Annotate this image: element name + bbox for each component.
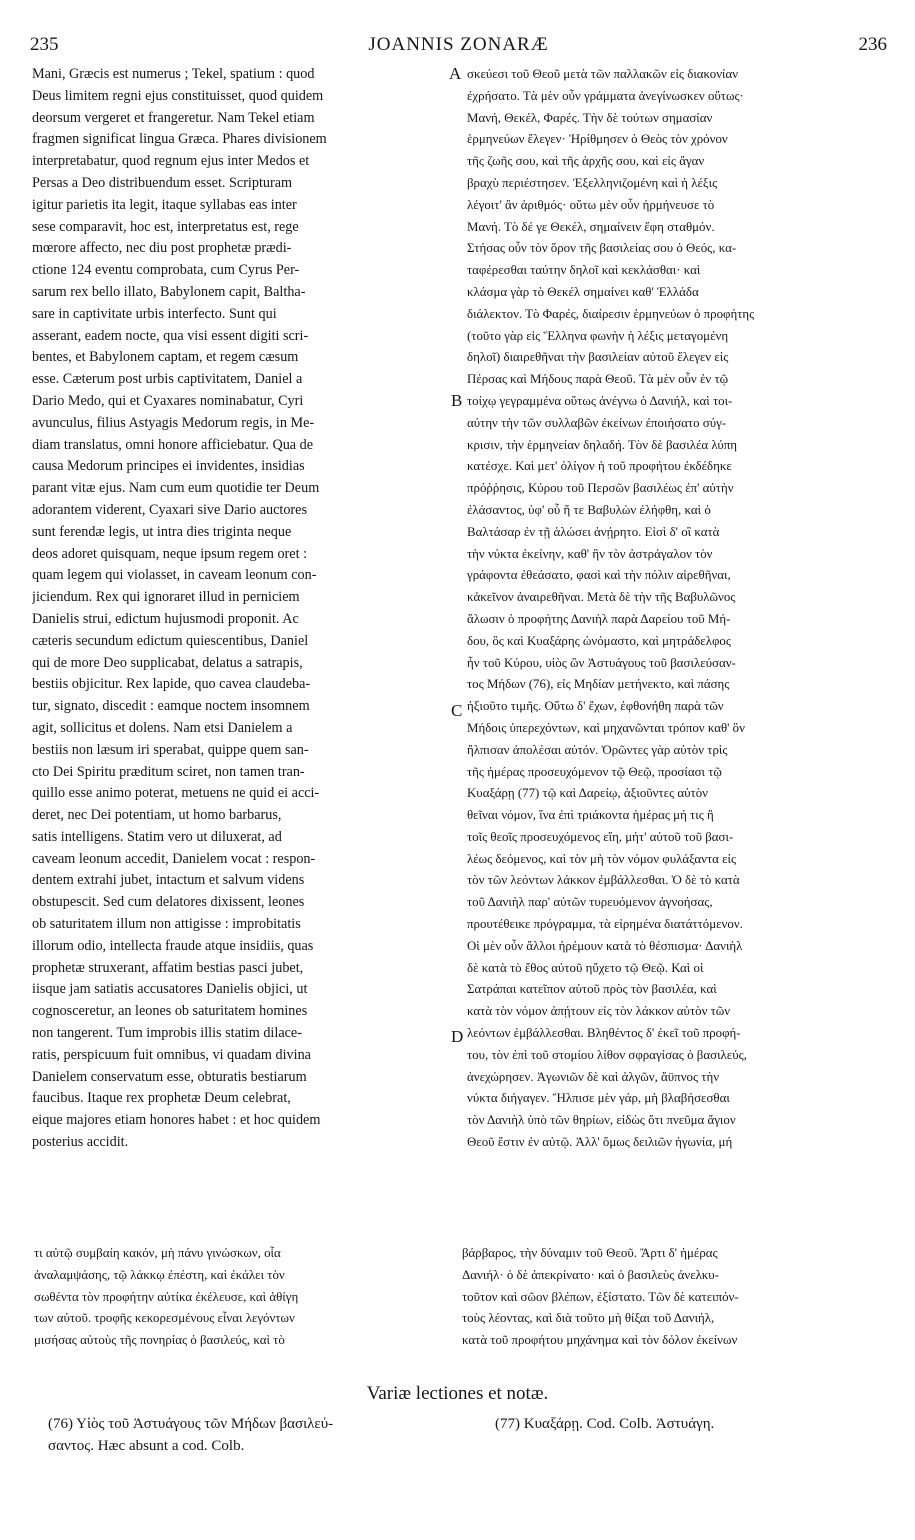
greek-line: Θεοῦ ἔστιν ἐν αὐτῷ. Ἀλλ' ὅμως δειλιῶν ἠγωνία, μή (467, 1135, 733, 1150)
bottom-left-line: μισήσας αὐτοὺς τῆς πονηρίας ὁ βασιλεύς, καὶ τὸ (34, 1333, 285, 1348)
greek-line: ἑρμηνεύων ἔλεγεν· Ἠρίθμησεν ὁ Θεὸς τὸν χρόνον (467, 132, 728, 147)
greek-line: δηλοῖ) διαιρεθῆναι τὴν βασιλείαν αὐτοῦ ἔλεγεν εἰς (467, 350, 729, 365)
greek-line: Οἱ μὲν οὖν ἄλλοι ἠρέμουν κατὰ τὸ θέσπισμα· Δανιὴλ (467, 938, 743, 953)
latin-line: cto Dei Spiritu præditum sciret, non tamen tran- (32, 763, 305, 780)
greek-line: σκεύεσι τοῦ Θεοῦ μετὰ τῶν παλλακῶν εἰς διακονίαν (467, 67, 739, 81)
page-number-right: 236 (858, 34, 887, 55)
greek-line: προυτέθεικε πρόγραμμα, τὰ εἰρημένα διατάττόμενον. (467, 917, 743, 932)
latin-line: ratis, perspicuum fuit omnibus, vi quadam divina (32, 1046, 311, 1063)
greek-line: διάλεκτον. Τὸ Φαρές, διαίρεσιν ἑρμηνεύων ὁ προφήτης (467, 306, 755, 321)
latin-line: Deus limitem regni ejus constituisset, quod quidem (32, 87, 324, 104)
note-line: (77) Κυαξάρῃ. Cod. Colb. Ἀστυάγη. (495, 1416, 715, 1432)
latin-line: sare in captivitate urbis interfecto. Sunt qui (32, 305, 277, 322)
greek-line: αύτην τὴν τῶν συλλαβῶν ἐκείνων ἐποιήσατο σύγ- (467, 415, 727, 430)
greek-line: τῆς ἡμέρας προσευχόμενον τῷ Θεῷ, προσίασι τῷ (467, 764, 722, 779)
bottom-left-line: τι αὐτῷ συμβαίη κακόν, μὴ πάνυ γινώσκων, οἷα (34, 1246, 281, 1260)
latin-line: Danielis strui, edictum hujusmodi proponit. Ac (32, 610, 299, 627)
greek-line: Σατράπαι κατεῖπον αὐτοῦ πρὸς τὸν βασιλέα, καὶ (467, 982, 717, 997)
bottom-right-line: τοῦτον καὶ σῶον βλέπων, ἐξίστατο. Τῶν δὲ κατειπόν- (462, 1289, 739, 1304)
latin-line: parant vitæ ejus. Nam cum eum quotidie ter Deum (32, 480, 320, 497)
bottom-left-line: σωθέντα τὸν προφήτην αὐτίκα ἐκέλευσε, καὶ ἀθίγη (34, 1289, 299, 1304)
section-marker-b: B (451, 391, 463, 410)
latin-line: illorum odio, intellecta fraude atque insidiis, quas (32, 937, 314, 954)
latin-line: mœrore affecto, nec diu post prophetæ prædi- (32, 240, 292, 257)
latin-line: sese comparavit, hoc est, interpretatus est, rege (32, 218, 299, 235)
notes-title: Variæ lectiones et notæ. (366, 1383, 549, 1404)
notes-left (48, 1413, 468, 1457)
latin-line: ctione 124 eventu comprobata, cum Cyrus Per- (32, 262, 300, 279)
latin-line: qui de more Deo supplicabat, delatus a satrapis, (32, 654, 303, 671)
greek-line: του, τὸν ἐπὶ τοῦ στομίου λίθον σφραγίσας ὁ βασιλεύς, (467, 1047, 747, 1062)
section-marker-d: D (451, 1027, 464, 1046)
latin-line: bentes, et Babylonem captam, et regem cæsum (32, 349, 299, 366)
section-marker-a: A (449, 64, 462, 83)
bottom-right-greek (462, 1243, 882, 1352)
greek-line: γράφοντα ἐθεάσατο, φασὶ καὶ τὴν πόλιν αἱρεθῆναι, (467, 568, 731, 583)
greek-line: βραχὺ περιέστησεν. Ἐξελληνιζομένη καὶ ἡ λέξις (467, 175, 718, 190)
bottom-right-line: τοὺς λέοντας, καὶ διὰ τοῦτο μὴ θίξαι τοῦ Δανιήλ, (462, 1311, 715, 1326)
page-number-left: 235 (30, 34, 59, 55)
latin-line: interpretabatur, quod regnum ejus inter Medos et (32, 153, 310, 170)
latin-line: iisque jam satiatis accusatores Danielis objici, ut (32, 981, 308, 998)
greek-line: δου, ὃς καὶ Κυαξάρης ὠνόμαστο, καὶ μητράδελφος (467, 633, 731, 648)
greek-line: πρόῤῥησις, Κύρου τοῦ Περσῶν βασιλέως ἐπ' αὐτὴν (467, 481, 734, 496)
greek-line: Μανή, Θεκέλ, Φαρές. Τὴν δὲ τούτων σημασίαν (467, 110, 713, 125)
note-line: (76) Υἱὸς τοῦ Ἀστυάγους τῶν Μήδων βασιλεύ- (48, 1416, 334, 1432)
latin-line: posterius accidit. (32, 1134, 129, 1151)
latin-line: jiciendum. Rex qui ignoraret illud in perniciem (32, 589, 300, 606)
latin-line: avunculus, filius Astyagis Medorum regis, in Me- (32, 414, 315, 431)
greek-line: κατὰ τὸν νόμον ἀπῄτουν εἰς τὸν λάκκον αὐτὸν τῶν (467, 1004, 731, 1019)
greek-line: Μανή. Τὸ δέ γε Θεκέλ, σημαίνειν ἔφη σταθμόν. (467, 219, 715, 234)
latin-line: adorantem viderent, Cyaxari sive Dario auctores (32, 501, 307, 518)
latin-line: esse. Cæterum post urbis captivitatem, Daniel a (32, 371, 303, 388)
latin-line: causa Medorum principes ei invidentes, insidias (32, 458, 305, 475)
page-header (30, 34, 887, 58)
greek-line: τοῦ Δανιὴλ παρ' αὐτῶν τυρευόμενον ἀγνοήσας, (467, 895, 713, 910)
latin-line: Danielem conservatum esse, obturatis bestiarum (32, 1068, 307, 1085)
latin-line: Mani, Græcis est numerus ; Tekel, spatium : quod (32, 66, 315, 82)
latin-line: cognosceretur, an leones ob saturitatem homines (32, 1003, 308, 1020)
greek-line: τὸν Δανιὴλ ὑπὸ τῶν θηρίων, εἰδὼς ὅτι πνεῦμα ἅγιον (467, 1113, 736, 1128)
greek-line: τος Μήδων (76), εἰς Μηδίαν μετήνεκτο, καὶ πάσης (467, 677, 730, 692)
bottom-left-greek (34, 1243, 450, 1352)
latin-line: faucibus. Itaque rex prophetæ Deum celebrat, (32, 1090, 291, 1107)
latin-line: tur, signato, discedit : eamque noctem insomnem (32, 698, 310, 715)
bottom-right-line: Δανιήλ· ὁ δὲ ἀπεκρίνατο· καὶ ὁ βασιλεὺς ἀνελκυ- (462, 1267, 719, 1282)
latin-line: eique majores etiam honores habet : et hoc quidem (32, 1112, 321, 1129)
greek-line: ἀνεχώρησεν. Ἀγωνιῶν δὲ καὶ ἀλγῶν, ἄϋπνος τὴν (467, 1069, 720, 1084)
greek-line: ταφέρεσθαι ταύτην δηλοῖ καὶ κεκλάσθαι· καὶ (467, 263, 701, 278)
greek-line: Πέρσας καὶ Μήδους παρὰ Θεοῦ. Τὰ μὲν οὖν ἐν τῷ (467, 372, 729, 387)
latin-line: igitur parietis ita legit, itaque syllabas eas inter (32, 196, 297, 213)
greek-line: τὸν τῶν λεόντων λάκκον ἐμβάλλεσθαι. Ὁ δὲ τὸ κατὰ (467, 873, 740, 888)
latin-line: prophetæ struxerant, affatim bestias pasci jubet, (32, 959, 304, 976)
latin-line: deos adoret quisquam, neque ipsum regem oret : (32, 545, 308, 562)
greek-line: θεῖναι νόμον, ἵνα ἐπὶ τριάκοντα ἡμέρας μή τις ἢ (467, 808, 714, 823)
notes-right (495, 1413, 885, 1435)
greek-line: τοῖς θεοῖς προσευχόμενος εἴη, μήτ' αὐτοῦ τοῦ βασι- (467, 829, 734, 844)
running-title: JOANNIS ZONARÆ (368, 34, 549, 55)
latin-line: asserant, eadem nocte, qua visi essent digiti scri- (32, 327, 309, 344)
greek-line: Στήσας οὖν τὸν ὅρον τῆς βασιλείας σου ὁ Θεός, κα- (467, 241, 737, 256)
latin-line: satis intelligens. Statim vero ut diluxerat, ad (32, 828, 282, 845)
greek-line: τοίχῳ γεγραμμένα οὕτως ἀνέγνω ὁ Δανιήλ, καὶ τοι- (467, 393, 733, 408)
greek-line: ἐχρήσατο. Τὰ μὲν οὖν γράμματα ἀνεγίνωσκεν οὕτως· (467, 88, 744, 103)
greek-line: δὲ κατὰ τὸ ἔθος αὐτοῦ ηὔχετο τῷ Θεῷ. Καὶ οἱ (467, 960, 704, 975)
greek-line: Μήδοις ὑπερεχόντων, καὶ μηχανῶνται τρόπον καθ' ὃν (467, 720, 745, 735)
latin-line: Dario Medo, qui et Cyaxares nominabatur, Cyri (32, 392, 304, 409)
latin-line: obstupescit. Sed cum delatores dixissent, leones (32, 894, 305, 911)
greek-line: λεόντων ἐμβάλλεσθαι. Βληθέντος δ' ἐκεῖ τοῦ προφή- (467, 1026, 741, 1041)
latin-line: fragmen significat lingua Græca. Phares divisionem (32, 131, 327, 148)
latin-line: deret, nec Dei potentiam, ut homo barbarus, (32, 807, 282, 824)
latin-line: Persas a Deo distribuendum esset. Scripturam (32, 174, 293, 191)
latin-line: cæteris secundum edictum quiescentibus, Daniel (32, 632, 309, 649)
latin-line: sarum rex bello illato, Babylonem capit, Baltha- (32, 283, 306, 300)
greek-line: ἐλάσαντος, ὑφ' οὗ ἥ τε Βαβυλὼν ἐλήφθη, καὶ ὁ (467, 502, 711, 517)
latin-line: bestiis non læsum iri sperabat, quippe quem san- (32, 741, 309, 758)
bottom-left-line: ἀναλαμψάσης, τῷ λάκκῳ ἐπέστη, καὶ ἐκάλει τὸν (34, 1267, 285, 1282)
greek-line: τὴν νύκτα ἐκείνην, καθ' ἣν τὸν ἀστράγαλον τὸν (467, 546, 713, 561)
note-line: σαντος. Hæc absunt a cod. Colb. (48, 1438, 245, 1454)
bottom-right-line: βάρβαρος, τὴν δύναμιν τοῦ Θεοῦ. Ἄρτι δ' ἡμέρας (462, 1246, 718, 1260)
latin-column (32, 64, 448, 1154)
latin-line: bestiis objicitur. Rex lapide, quo cavea claudeba- (32, 676, 311, 693)
greek-line: (τοῦτο γὰρ εἰς Ἕλληνα φωνὴν ἡ λέξις μεταγομένη (467, 328, 729, 343)
latin-line: non tangerent. Tum improbis illis statim dilace- (32, 1025, 302, 1042)
latin-line: quam legem qui violasset, in caveam leonum con- (32, 567, 317, 584)
section-marker-c: C (451, 701, 463, 720)
greek-line: κλάσμα γὰρ τὸ Θεκέλ σημαίνει καθ' Ἑλλάδα (467, 284, 699, 299)
latin-line: deorsum vergeret et frangeretur. Nam Tekel etiam (32, 109, 315, 126)
latin-line: caveam leonum accedit, Danielem vocat : respon- (32, 850, 316, 867)
latin-line: sunt ferendæ legis, ut intra dies triginta neque (32, 523, 292, 540)
greek-line: ἤλπισαν ἀπολέσαι αὐτόν. Ὁρῶντες γὰρ αὐτὸν τρὶς (467, 742, 728, 757)
greek-column (467, 64, 882, 1154)
greek-line: κατέσχε. Καὶ μετ' ὀλίγον ἡ τοῦ προφήτου ἐκδέδηκε (467, 459, 732, 474)
latin-line: diam translatus, omni honore afficiebatur. Qua de (32, 436, 314, 453)
greek-line: ἠξιοῦτο τιμῆς. Οὕτω δ' ἔχων, ἐφθονήθη παρὰ τῶν (467, 699, 724, 714)
greek-line: ἅλωσιν ὁ προφήτης Δανιὴλ παρὰ Δαρείου τοῦ Μή- (467, 611, 731, 626)
latin-line: dentem extrahi jubet, intactum et salvum videns (32, 872, 305, 889)
greek-line: τῆς ζωῆς σου, καὶ τῆς ἀρχῆς σου, καὶ εἰς ἄγαν (467, 154, 705, 169)
greek-line: Βαλτάσαρ ἐν τῇ ἁλώσει ἀνῄρητο. Εἰσὶ δ' οἳ κατὰ (467, 524, 720, 539)
greek-line: νύκτα διήγαγεν. Ἤλπισε μὲν γάρ, μὴ βλαβήσεσθαι (467, 1091, 730, 1106)
latin-line: ob saturitatem illum non attigisse : improbitatis (32, 916, 301, 933)
greek-line: κἀκεῖνον ἀναιρεθῆναι. Μετὰ δὲ τὴν τῆς Βαβυλῶνος (467, 590, 736, 605)
latin-line: quillo esse animo poterat, metuens ne quid ei acci- (32, 785, 320, 802)
greek-line: ἦν τοῦ Κύρου, υἱὸς ὢν Ἀστυάγους τοῦ βασιλεύσαν- (467, 655, 736, 670)
greek-line: λέγοιτ' ἂν ἀριθμός· οὕτω μὲν οὖν ἡρμήνευσε τὸ (467, 197, 715, 212)
bottom-left-line: των αὐτοῦ. τροφῆς κεκορεσμένους εἶναι λεγόντων (34, 1311, 295, 1326)
greek-line: λέως δεόμενος, καὶ τὸν μὴ τὸν νόμον φυλάξαντα εἰς (467, 851, 737, 866)
greek-line: κρισιν, τὴν ἑρμηνείαν δηλαδή. Τὸν δὲ βασιλέα λύπη (467, 437, 738, 452)
latin-line: agit, sollicitus et dolens. Nam etsi Danielem a (32, 719, 293, 736)
greek-line: Κυαξάρῃ (77) τῷ καὶ Δαρείῳ, ἀξιοῦντες αὐτὸν (467, 786, 708, 801)
bottom-right-line: κατὰ τοῦ προφήτου μηχάνημα καὶ τὸν δόλον ἐκείνων (462, 1333, 738, 1348)
